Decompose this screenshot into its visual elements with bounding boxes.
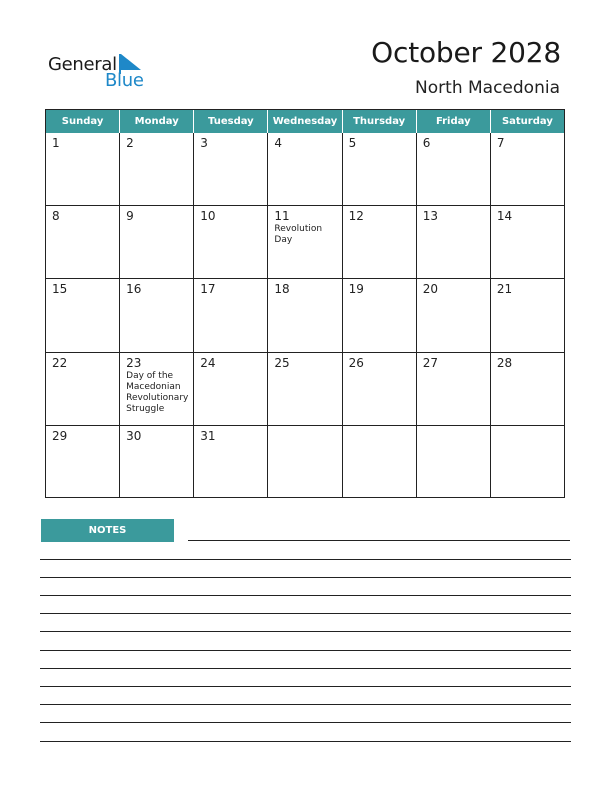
notes-line bbox=[40, 722, 571, 723]
day-number: 8 bbox=[52, 209, 60, 224]
calendar-day-cell bbox=[491, 353, 564, 425]
calendar-day-cell bbox=[194, 279, 268, 351]
notes-line bbox=[40, 559, 571, 560]
calendar-country: North Macedonia bbox=[415, 78, 560, 98]
calendar-day-cell bbox=[417, 133, 491, 205]
calendar-day-cell bbox=[417, 206, 491, 278]
calendar-day-cell bbox=[120, 353, 194, 425]
day-number: 1 bbox=[52, 136, 60, 150]
calendar-day-cell bbox=[268, 426, 342, 498]
notes-line bbox=[40, 631, 571, 632]
calendar-day-cell bbox=[417, 353, 491, 425]
notes-line bbox=[40, 686, 571, 687]
day-number: 24 bbox=[200, 355, 216, 370]
calendar-day-cell bbox=[491, 133, 564, 205]
day-number: 19 bbox=[348, 282, 364, 297]
calendar-day-cell bbox=[268, 353, 342, 425]
notes-label: NOTES bbox=[41, 519, 174, 542]
calendar-day-cell bbox=[194, 133, 268, 205]
weekday-thursday: Thursday bbox=[343, 110, 417, 133]
weekday-tuesday: Tuesday bbox=[194, 110, 268, 133]
calendar-day-cell bbox=[491, 206, 564, 278]
notes-line bbox=[40, 613, 571, 614]
day-number: 10 bbox=[200, 209, 216, 224]
day-number: 14 bbox=[496, 209, 513, 224]
day-number: 18 bbox=[274, 282, 290, 297]
calendar-grid bbox=[45, 109, 565, 498]
day-number: 29 bbox=[52, 428, 68, 443]
calendar-day-cell bbox=[268, 279, 342, 351]
calendar-week bbox=[46, 133, 564, 205]
day-number: 9 bbox=[126, 209, 134, 224]
calendar-day-cell bbox=[491, 426, 564, 498]
notes-line bbox=[40, 595, 571, 596]
weekday-sunday: Sunday bbox=[46, 110, 120, 133]
calendar-week bbox=[46, 425, 564, 498]
calendar-day-cell bbox=[194, 206, 268, 278]
calendar-day-cell bbox=[194, 353, 268, 425]
calendar-day-cell bbox=[417, 426, 491, 498]
calendar-day-cell bbox=[120, 133, 194, 205]
calendar-day-cell bbox=[343, 133, 417, 205]
day-number: 5 bbox=[348, 136, 357, 150]
notes-line bbox=[40, 741, 571, 742]
calendar-day-cell bbox=[46, 133, 120, 205]
calendar-day-cell bbox=[120, 206, 194, 278]
calendar-day-cell bbox=[343, 353, 417, 425]
day-number: 22 bbox=[52, 355, 68, 370]
calendar-day-cell bbox=[46, 353, 120, 425]
calendar-day-cell bbox=[46, 279, 120, 351]
notes-line bbox=[188, 540, 570, 541]
day-number: 23 bbox=[126, 355, 142, 370]
calendar-body bbox=[46, 133, 564, 498]
logo-general-text: General bbox=[48, 54, 117, 75]
day-number: 15 bbox=[52, 282, 68, 297]
day-number: 27 bbox=[422, 355, 438, 370]
day-number: 16 bbox=[126, 282, 142, 297]
day-number: 21 bbox=[496, 282, 513, 297]
calendar-day-cell bbox=[491, 279, 564, 351]
day-number: 26 bbox=[348, 355, 364, 370]
holiday-label: Revolution Day bbox=[274, 224, 323, 246]
calendar-day-cell bbox=[417, 279, 491, 351]
calendar-day-cell bbox=[194, 426, 268, 498]
weekday-friday: Friday bbox=[417, 110, 491, 133]
calendar-day-cell bbox=[268, 206, 342, 278]
day-number: 4 bbox=[274, 136, 283, 150]
notes-line bbox=[40, 704, 571, 705]
calendar-week bbox=[46, 352, 564, 425]
calendar-day-cell bbox=[343, 426, 417, 498]
day-number: 17 bbox=[200, 282, 216, 297]
day-number: 25 bbox=[274, 355, 290, 370]
holiday-label: Day of the Macedonian Revolutionary Struggle bbox=[126, 370, 189, 414]
notes-line bbox=[40, 668, 571, 669]
day-number: 7 bbox=[496, 136, 505, 150]
weekday-header-row bbox=[46, 110, 564, 133]
weekday-monday: Monday bbox=[120, 110, 194, 133]
day-number: 3 bbox=[200, 136, 208, 150]
day-number: 2 bbox=[126, 136, 134, 150]
calendar-week bbox=[46, 205, 564, 278]
logo-blue-text: Blue bbox=[105, 70, 144, 91]
day-number: 11 bbox=[274, 209, 290, 224]
day-number: 20 bbox=[422, 282, 438, 297]
calendar-day-cell bbox=[46, 206, 120, 278]
notes-line bbox=[40, 577, 571, 578]
calendar-day-cell bbox=[120, 426, 194, 498]
calendar-title: October 2028 bbox=[371, 36, 561, 69]
weekday-saturday: Saturday bbox=[501, 116, 553, 127]
day-number: 28 bbox=[496, 355, 513, 370]
calendar-day-cell bbox=[46, 426, 120, 498]
day-number: 30 bbox=[126, 428, 142, 443]
calendar-day-cell bbox=[343, 279, 417, 351]
day-number: 13 bbox=[422, 209, 438, 224]
notes-line bbox=[40, 650, 571, 651]
calendar-day-cell bbox=[268, 133, 342, 205]
day-number: 6 bbox=[422, 136, 431, 150]
calendar-day-cell bbox=[343, 206, 417, 278]
day-number: 12 bbox=[348, 209, 364, 224]
calendar-day-cell bbox=[120, 279, 194, 351]
day-number: 31 bbox=[200, 428, 216, 443]
generalblue-logo bbox=[48, 52, 158, 92]
calendar-week bbox=[46, 278, 564, 351]
weekday-wednesday: Wednesday bbox=[268, 110, 342, 133]
